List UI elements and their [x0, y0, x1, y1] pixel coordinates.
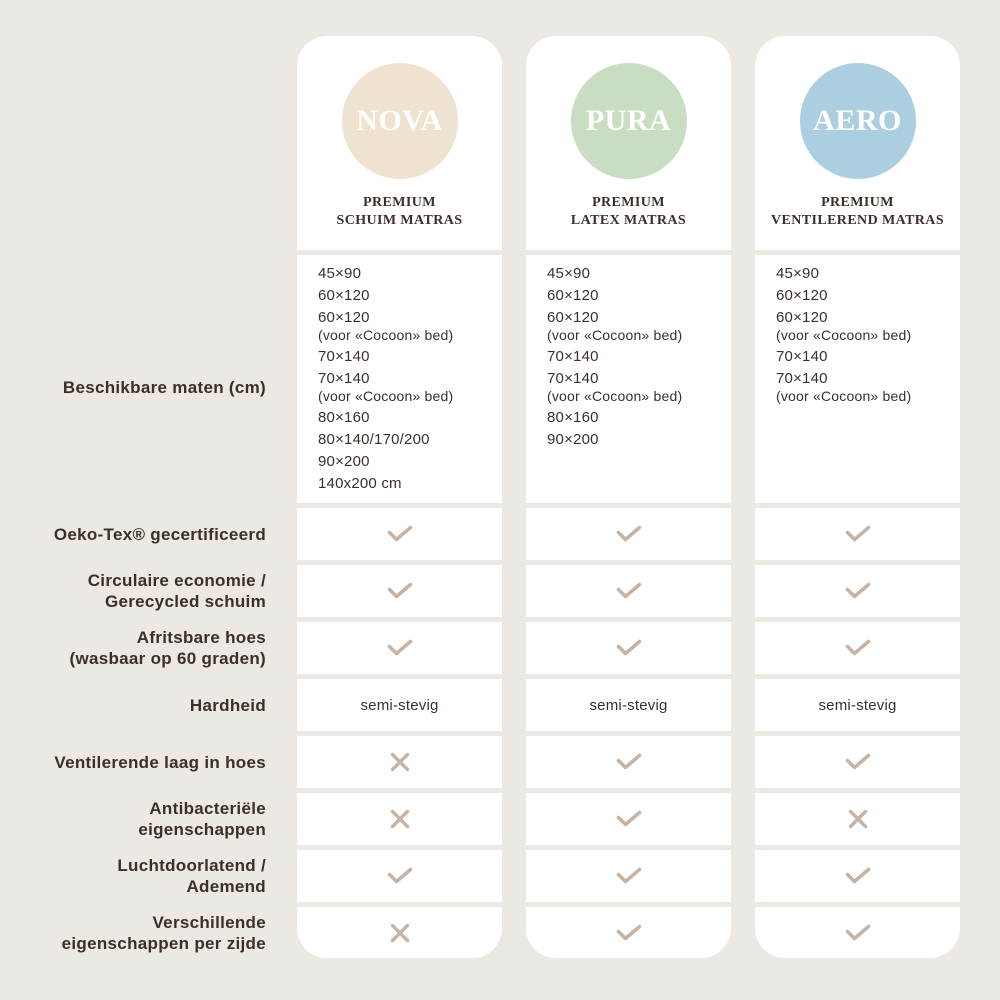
- size-option: [776, 368, 960, 404]
- size-value: 45×90: [547, 265, 591, 282]
- feature-cell: [755, 850, 960, 902]
- row-label: [0, 565, 266, 617]
- product-subtitle: [297, 194, 502, 230]
- feature-cell: [297, 793, 502, 845]
- row-label: [0, 508, 266, 560]
- row-label: [0, 850, 266, 902]
- row-label: [0, 793, 266, 845]
- size-value: 90×200: [318, 453, 370, 470]
- row-label: [0, 907, 266, 958]
- check-icon: [845, 525, 871, 543]
- product-column-pura: [526, 36, 731, 958]
- size-option: [547, 368, 731, 404]
- feature-cell: [526, 907, 731, 958]
- size-value: 60×120: [776, 287, 828, 304]
- size-option: [776, 307, 960, 343]
- cross-icon: [390, 752, 410, 772]
- check-icon: [845, 924, 871, 942]
- row-label-line: Antibacteriële: [149, 799, 266, 818]
- feature-cell: [297, 622, 502, 674]
- size-option: [547, 407, 731, 429]
- feature-cell: [297, 850, 502, 902]
- feature-cell: [526, 679, 731, 731]
- size-note: (voor «Cocoon» bed): [318, 327, 454, 343]
- check-icon: [616, 582, 642, 600]
- sizes-list: [297, 255, 502, 503]
- product-header: [526, 36, 731, 250]
- check-icon: [616, 810, 642, 828]
- sizes-list: [755, 255, 960, 503]
- size-value: 70×140: [318, 348, 370, 365]
- product-name: PURA: [585, 104, 672, 137]
- row-label: [0, 679, 266, 731]
- check-icon: [387, 525, 413, 543]
- size-value: 90×200: [547, 431, 599, 448]
- product-column-nova: [297, 36, 502, 958]
- check-icon: [616, 525, 642, 543]
- check-icon: [616, 867, 642, 885]
- check-icon: [387, 867, 413, 885]
- size-option: [776, 263, 960, 285]
- product-badge: [571, 63, 687, 179]
- size-value: 60×120: [318, 287, 370, 304]
- size-value: 60×120: [776, 309, 828, 326]
- size-value: 45×90: [776, 265, 820, 282]
- product-subtitle-line: PREMIUM: [821, 195, 894, 210]
- row-label-line: (wasbaar op 60 graden): [69, 649, 266, 668]
- size-note: (voor «Cocoon» bed): [318, 388, 454, 404]
- size-option: [547, 346, 731, 368]
- feature-cell: [755, 679, 960, 731]
- feature-value: semi-stevig: [818, 696, 897, 714]
- size-option: [547, 429, 731, 451]
- feature-value: semi-stevig: [589, 696, 668, 714]
- check-icon: [616, 753, 642, 771]
- row-label-line: Ventilerende laag in hoes: [54, 752, 266, 772]
- feature-cell: [526, 622, 731, 674]
- product-badge: [800, 63, 916, 179]
- row-label-line: Oeko-Tex® gecertificeerd: [53, 524, 266, 544]
- feature-cell: [526, 850, 731, 902]
- size-value: 60×120: [547, 309, 599, 326]
- product-name: NOVA: [356, 104, 443, 137]
- size-value: 80×160: [547, 409, 599, 426]
- check-icon: [845, 639, 871, 657]
- row-label-text: Beschikbare maten (cm): [62, 377, 266, 397]
- feature-cell: [755, 622, 960, 674]
- size-option: [318, 429, 502, 451]
- row-label-line: eigenschappen per zijde: [61, 933, 266, 953]
- size-value: 140x200 cm: [318, 475, 402, 492]
- size-option: [318, 473, 502, 495]
- feature-cell: [755, 907, 960, 958]
- row-label-line: eigenschappen: [138, 820, 266, 839]
- size-option: [776, 346, 960, 368]
- product-subtitle-line: LATEX MATRAS: [570, 213, 687, 228]
- size-option: [547, 285, 731, 307]
- size-option: [318, 451, 502, 473]
- size-value: 70×140: [776, 348, 828, 365]
- size-value: 60×120: [547, 287, 599, 304]
- size-value: 70×140: [547, 348, 599, 365]
- cross-icon: [390, 923, 410, 943]
- row-label-line: Circulaire economie /: [87, 571, 266, 590]
- row-label: [0, 736, 266, 788]
- feature-cell: [755, 565, 960, 617]
- size-option: [318, 263, 502, 285]
- size-option: [318, 307, 502, 343]
- row-label-line: Hardheid: [189, 695, 266, 715]
- check-icon: [616, 924, 642, 942]
- check-icon: [387, 639, 413, 657]
- feature-cell: [297, 736, 502, 788]
- check-icon: [845, 582, 871, 600]
- feature-cell: [297, 907, 502, 958]
- size-note: (voor «Cocoon» bed): [776, 388, 912, 404]
- row-label-sizes: [0, 255, 266, 503]
- size-value: 70×140: [547, 370, 599, 387]
- feature-cell: [755, 508, 960, 560]
- feature-cell: [297, 679, 502, 731]
- row-label-line: Verschillende: [152, 912, 266, 932]
- feature-cell: [755, 736, 960, 788]
- feature-cell: [526, 793, 731, 845]
- feature-value: semi-stevig: [360, 696, 439, 714]
- product-subtitle-line: VENTILEREND MATRAS: [770, 213, 945, 228]
- product-name: AERO: [813, 104, 902, 137]
- product-subtitle-line: PREMIUM: [592, 195, 665, 210]
- row-label-line: Luchtdoorlatend /: [117, 856, 266, 875]
- check-icon: [387, 582, 413, 600]
- product-badge: [342, 63, 458, 179]
- row-label-line: Ademend: [186, 877, 266, 896]
- size-option: [547, 263, 731, 285]
- cross-icon: [390, 809, 410, 829]
- size-value: 45×90: [318, 265, 362, 282]
- size-note: (voor «Cocoon» bed): [776, 327, 912, 343]
- sizes-list: [526, 255, 731, 503]
- size-note: (voor «Cocoon» bed): [547, 388, 683, 404]
- row-label-line: Afritsbare hoes: [136, 628, 266, 647]
- product-column-aero: [755, 36, 960, 958]
- size-option: [318, 407, 502, 429]
- feature-cell: [526, 565, 731, 617]
- row-label: [0, 622, 266, 674]
- feature-cell: [297, 508, 502, 560]
- size-value: 70×140: [776, 370, 828, 387]
- size-value: 80×140/170/200: [318, 431, 430, 448]
- product-subtitle: [755, 194, 960, 230]
- check-icon: [845, 753, 871, 771]
- check-icon: [845, 867, 871, 885]
- row-labels: [0, 36, 266, 958]
- feature-cell: [526, 508, 731, 560]
- product-header: [755, 36, 960, 250]
- size-option: [318, 285, 502, 307]
- product-subtitle: [526, 194, 731, 230]
- label-spacer: [0, 36, 266, 250]
- size-note: (voor «Cocoon» bed): [547, 327, 683, 343]
- size-value: 60×120: [318, 309, 370, 326]
- product-subtitle-line: PREMIUM: [363, 195, 436, 210]
- size-value: 80×160: [318, 409, 370, 426]
- product-subtitle-line: SCHUIM MATRAS: [336, 213, 463, 228]
- size-value: 70×140: [318, 370, 370, 387]
- cross-icon: [848, 809, 868, 829]
- check-icon: [616, 639, 642, 657]
- size-option: [318, 368, 502, 404]
- feature-cell: [755, 793, 960, 845]
- feature-cell: [297, 565, 502, 617]
- size-option: [318, 346, 502, 368]
- product-header: [297, 36, 502, 250]
- row-label-line: Gerecycled schuim: [104, 592, 266, 611]
- feature-cell: [526, 736, 731, 788]
- size-option: [776, 285, 960, 307]
- size-option: [547, 307, 731, 343]
